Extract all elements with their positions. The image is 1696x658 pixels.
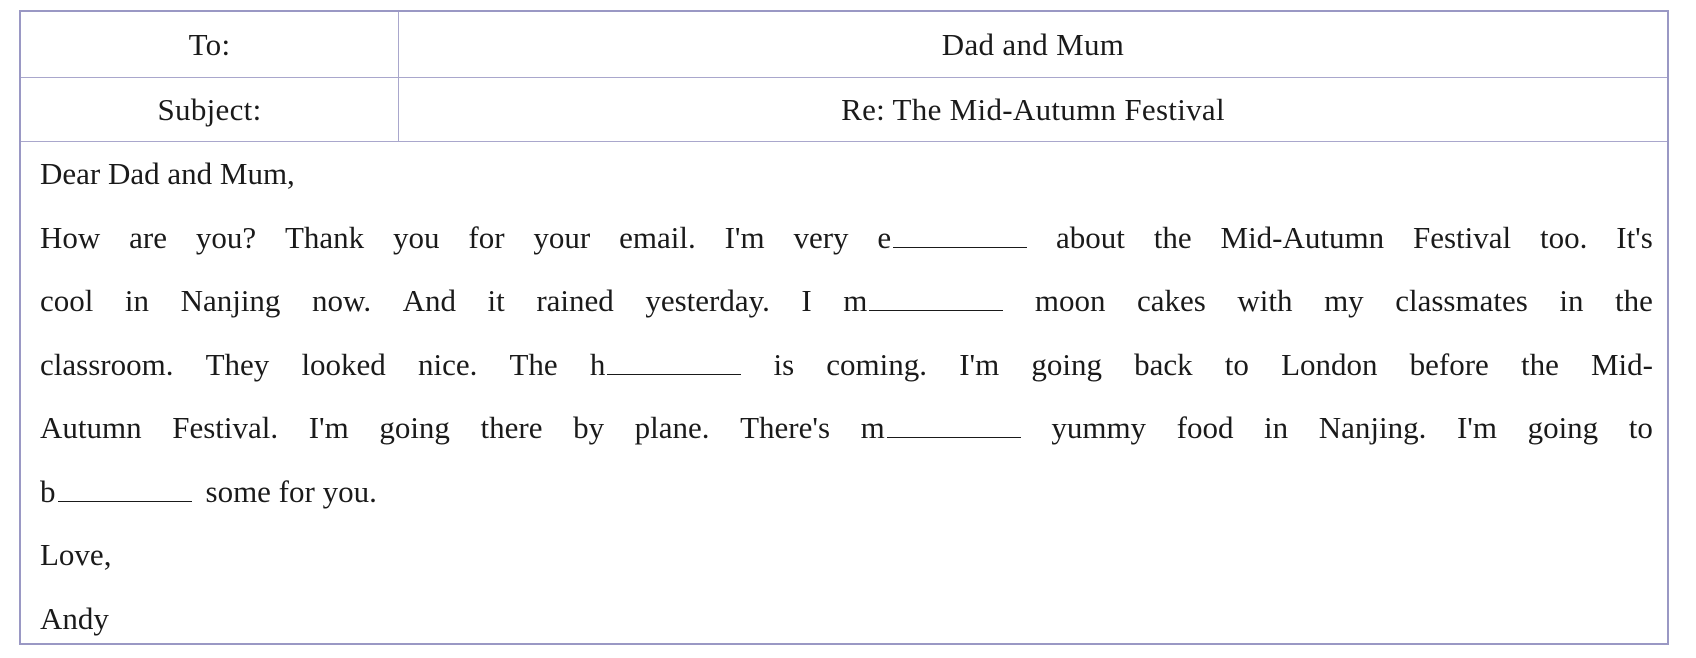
to-value: Dad and Mum: [941, 26, 1125, 62]
blank-line: [869, 284, 1003, 311]
word: Mid-Autumn: [1220, 219, 1385, 255]
word: They: [205, 346, 270, 382]
word: about: [1056, 219, 1125, 255]
blank-line: [887, 411, 1021, 438]
word: plane.: [634, 410, 710, 445]
word: cool: [40, 283, 94, 318]
word: The: [509, 346, 558, 382]
word: my: [1324, 283, 1364, 318]
word: How: [40, 219, 101, 255]
email-table: [19, 10, 1669, 645]
word: Thank: [284, 219, 365, 255]
letter-line-3: [40, 333, 1653, 397]
word: in: [1559, 283, 1584, 318]
word: It's: [1616, 219, 1653, 255]
blank-hint: e: [877, 219, 892, 255]
word: to: [1628, 410, 1653, 445]
word: cakes: [1137, 283, 1206, 318]
blank-hint: b: [40, 473, 56, 509]
blank-hint: m: [860, 410, 885, 445]
word: food: [1176, 410, 1234, 445]
blank-1[interactable]: [877, 206, 1027, 270]
word: your: [533, 219, 591, 255]
signature: [40, 587, 1653, 651]
word: you: [393, 219, 440, 255]
subject-row: [21, 78, 1667, 142]
blank-2[interactable]: [843, 269, 1003, 333]
word: rained: [536, 283, 614, 318]
word: the: [1520, 346, 1559, 382]
word: very: [793, 219, 849, 255]
word: I'm: [1456, 410, 1497, 445]
word: too.: [1540, 219, 1588, 255]
word: moon: [1034, 283, 1106, 318]
word: in: [1264, 410, 1289, 445]
word: now.: [311, 283, 372, 318]
word: is: [773, 346, 795, 382]
greeting-text: Dear Dad and Mum,: [40, 156, 295, 191]
word: going: [379, 410, 450, 445]
letter-line-5: [40, 460, 1653, 524]
letter-line-4: [40, 396, 1653, 460]
word: with: [1237, 283, 1293, 318]
closing-text: Love,: [40, 537, 112, 572]
word: going: [1527, 410, 1599, 445]
word: you?: [195, 219, 257, 255]
word: by: [573, 410, 605, 445]
word: back: [1134, 346, 1193, 382]
word: I'm: [959, 346, 1000, 382]
word: going: [1031, 346, 1102, 382]
greeting: [40, 142, 1653, 206]
to-row: [21, 12, 1667, 78]
word: some for you.: [205, 473, 377, 509]
blank-hint: h: [589, 346, 606, 382]
word: There's: [740, 410, 831, 445]
blank-line: [893, 221, 1027, 248]
word: email.: [619, 219, 696, 255]
letter-body: [21, 142, 1667, 643]
closing: [40, 523, 1653, 587]
subject-label: Subject:: [21, 78, 399, 141]
blank-line: [58, 475, 192, 502]
blank-5[interactable]: [40, 460, 192, 524]
blank-hint: m: [843, 283, 868, 318]
word: are: [129, 219, 167, 255]
word: I'm: [308, 410, 349, 445]
word: Nanjing: [180, 283, 281, 318]
word: London: [1281, 346, 1378, 382]
word: I: [801, 283, 812, 318]
blank-line: [607, 348, 741, 375]
word: before: [1409, 346, 1489, 382]
word: for: [468, 219, 505, 255]
word: Festival.: [172, 410, 279, 445]
word: yummy: [1051, 410, 1147, 445]
letter-line-1: [40, 206, 1653, 270]
word: Nanjing.: [1318, 410, 1427, 445]
letter-line-2: [40, 269, 1653, 333]
word: classroom.: [40, 346, 174, 382]
word: in: [124, 283, 150, 318]
word: the: [1614, 283, 1653, 318]
subject-value: Re: The Mid-Autumn Festival: [841, 91, 1225, 127]
signature-text: Andy: [40, 600, 109, 636]
word: yesterday.: [645, 283, 770, 318]
word: to: [1224, 346, 1249, 382]
word: the: [1153, 219, 1192, 255]
word: Festival: [1412, 219, 1512, 255]
word: And: [402, 283, 457, 318]
word: Autumn: [40, 410, 142, 445]
word: there: [480, 410, 543, 445]
word: Mid-: [1590, 346, 1653, 382]
word: I'm: [724, 219, 765, 255]
word: classmates: [1395, 283, 1528, 318]
blank-3[interactable]: [590, 333, 742, 397]
word: coming.: [826, 346, 928, 382]
word: it: [487, 283, 505, 318]
to-label: To:: [21, 12, 399, 77]
word: looked: [301, 346, 386, 382]
word: nice.: [417, 346, 478, 382]
blank-4[interactable]: [861, 396, 1021, 460]
